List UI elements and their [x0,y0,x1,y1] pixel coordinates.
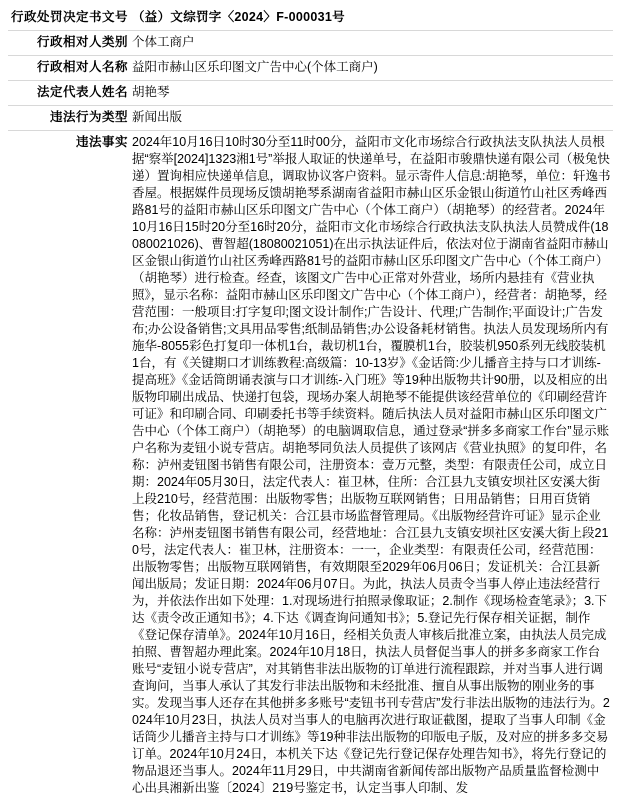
violation-type-value: 新闻出版 [130,106,613,131]
legal-representative-label: 法定代表人姓名 [8,81,130,106]
penalty-form-table [8,6,613,801]
document-number-value: （益）文综罚字〈2024〉F-000031号 [130,6,613,31]
table-row [8,31,613,56]
table-row [8,81,613,106]
party-name-label: 行政相对人名称 [8,56,130,81]
violation-facts-value: 2024年10月16日10时30分至11时00分，益阳市文化市场综合行政执法支队执法人员根据“察举[2024]1323湘1号”举报人取证的快递单号，在益阳市骏鼎快递有限公司（极兔快递）置询相应快递单信息，调取协议客户资料。显示寄件人信息:胡艳琴，单位：轩逸书香屋。根据媒件员现场反馈胡艳琴系湖南省益阳市赫山区乐金银山街道竹山社区秀峰西路81号的益阳市赫山区乐印图文广告中心（个体工商户）（胡艳琴）的经营者。2024年10月16日15时20分至16时20分，益阳市文化市场综合行政执法支队执法人员赞成件(18080021026)、曹智超(18080021051)在出示执法证件后，依法对位于湖南省益阳市赫山区金银山街道竹山社区秀峰西路81号的益阳市赫山区乐印图文广告中心（个体工商户）（胡艳琴）进行检查。经查，该图文广告中心正常对外营业，场所内悬挂有《营业执照》，显示名称：益阳市赫山区乐印图文广告中心（个体工商户），经营者：胡艳琴，经营范围：一般项目:打字复印;图文设计制作;广告设计、代理;广告制作;平面设计;广告发布;办公设备销售;文具用品零售;纸制品销售;办公设备耗材销售。执法人员发现场所内有施华-8055彩色打复印一体机1台，裁切机1台，覆膜机1台，胶装机950系列无线胶装机1台，有《关键期口才训练教程:高级篇：10-13岁》《金话筒:少儿播音主持与口才训练-提高班》《金话筒朗诵表演与口才训练-入门班》等19种出版物共计90册，以及相应的出版物印刷出成品、快递打包袋，现场办案人胡艳琴不能提供该经营单位的《印刷经营许可证》和印刷合同、印刷委托书等手续资料。随后执法人员对益阳市赫山区乐印图文广告中心（个体工商户）（胡艳琴）的电脑调取信息，通过登录“拼多多商家工作台”显示账户名称为麦钮小说专营店。胡艳琴同负法人员提供了该网店《营业执照》的复印件，名称：泸州麦钮图书销售有限公司，注册资本：壹万元整，类型：有限责任公司，成立日期：2024年05月30日，法定代表人：崔卫林，住所：合江县九支镇安坝社区安溪大街上段210号，经营范围：出版物零售；出版物互联网销售；日用品销售；日用百货销售；化妆品销售，登记机关：合江县市场监督管理局。《出版物经营许可证》显示企业名称：泸州麦钮图书销售有限公司，经营地址：合江县九支镇安坝社区安溪大街上段210号，法定代表人：崔卫林，注册资本：一一，企业类型：有限责任公司，经营范围：出版物零售；出版物互联网销售，有效期限至2029年06月06日；发证机关：合江县新闻出版局；发证日期：2024年06月07日。为此，执法人员责令当事人停止违法经营行为，并依法作出如下处理：1.对现场进行拍照录像取证；2.制作《现场检查笔录》；3.下达《责令改正通知书》；4.下达《调查询问通知书》；5.登记先行保存相关证据，制作《登记保存清单》。2024年10月16日，经相关负责人审核后批准立案，由执法人员完成拍照、曹智超办理此案。2024年10月18日，执法人员督促当事人的拼多多商家工作台账号“麦钮小说专营店”，对其销售非法出版物的订单进行流程跟踪，并对当事人进行调查询问，当事人承认了其发行非法出版物和未经批准、擅自从事出版物的刚业务的事实。发现当事人还存在其他拼多多账号“麦钮书刊专营店”发行非法出版物的违法行为。2024年10月23日，执法人员对当事人的电脑再次进行取证截图，提取了当事人印制《金话筒少儿播音主持与口才训练》等19种非法出版物的印版电子版，及对应的拼多多交易订单。2024年10月24日，本机关下达《登记先行登记保存处理告知书》，将先行登记的物品退还当事人。2024年11月29日，中共湖南省新闻传部出版物产品质量监督检测中心出具湘新出鉴〔2024〕219号鉴定书，认定当事人印制、发 [132,135,611,795]
document-number-label: 行政处罚决定书文号 [8,6,130,31]
document-title-row [8,6,613,31]
party-name-value: 益阳市赫山区乐印图文广告中心(个体工商户) [130,56,613,81]
party-type-value: 个体工商户 [130,31,613,56]
table-row [8,106,613,131]
violation-facts-label: 违法事实 [75,135,128,149]
violation-type-label: 违法行为类型 [8,106,130,131]
party-type-label: 行政相对人类别 [8,31,130,56]
legal-representative-value: 胡艳琴 [130,81,613,106]
table-row-facts [8,131,613,802]
table-row [8,56,613,81]
